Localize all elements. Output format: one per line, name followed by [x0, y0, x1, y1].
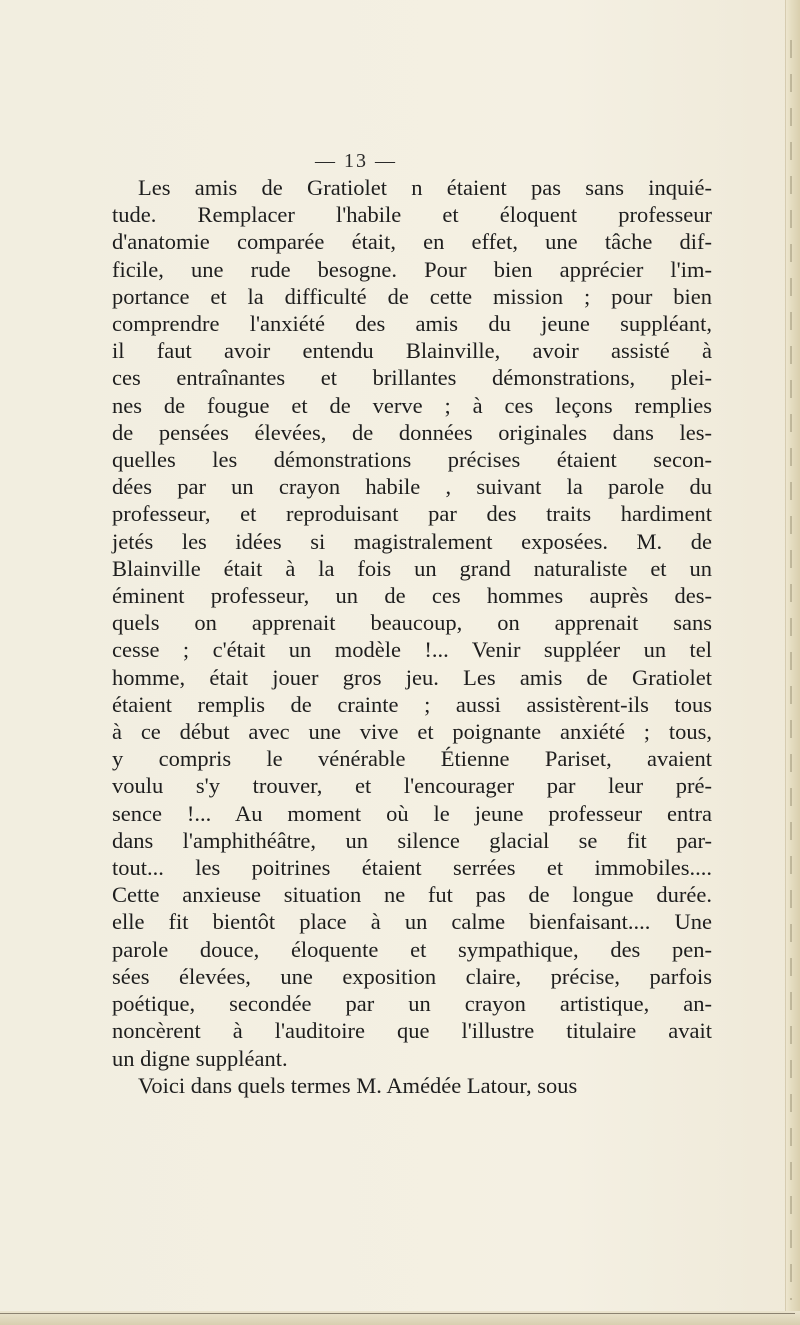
text-line: professeur, et reproduisant par des traits hardiment: [112, 501, 712, 527]
text-line: éminent professeur, un de ces hommes auprès des-: [112, 583, 712, 609]
text-line: tude. Remplacer l'habile et éloquent professeur: [112, 202, 712, 228]
text-line: quelles les démonstrations précises étaient secon-: [112, 447, 712, 473]
text-line: sence !... Au moment où le jeune professeur entra: [112, 800, 712, 826]
text-line: d'anatomie comparée était, en effet, une tâche dif-: [112, 229, 712, 255]
text-line: parole douce, éloquente et sympathique, des pen-: [112, 936, 712, 962]
text-line: cesse ; c'était un modèle !... Venir suppléer un tel: [112, 637, 712, 663]
page-number: — 13 —: [315, 150, 397, 172]
text-line: il faut avoir entendu Blainville, avoir assisté à: [112, 338, 712, 364]
text-line: y compris le vénérable Étienne Pariset, avaient: [112, 746, 712, 772]
text-line: poétique, secondée par un crayon artistique, an-: [112, 991, 712, 1017]
page-bottom-edge: [0, 1311, 800, 1325]
text-line: quels on apprenait beaucoup, on apprenait sans: [112, 610, 712, 636]
page-right-edge: [785, 0, 800, 1325]
text-line: Blainville était à la fois un grand naturaliste et un: [112, 555, 712, 581]
text-line: étaient remplis de crainte ; aussi assistèrent-ils tous: [112, 691, 712, 717]
text-line: elle fit bientôt place à un calme bienfaisant.... Une: [112, 909, 712, 935]
text-line: un digne suppléant.: [112, 1045, 288, 1071]
text-line: homme, était jouer gros jeu. Les amis de Gratiolet: [112, 664, 712, 690]
body-text: [112, 174, 712, 1099]
text-line: Cette anxieuse situation ne fut pas de longue durée.: [112, 882, 712, 908]
text-line: de pensées élevées, de données originales dans les-: [112, 419, 712, 445]
text-line: dées par un crayon habile , suivant la parole du: [112, 474, 712, 500]
text-line: jetés les idées si magistralement exposées. M. de: [112, 528, 712, 554]
text-line: sées élevées, une exposition claire, précise, parfois: [112, 963, 712, 989]
text-line: ficile, une rude besogne. Pour bien apprécier l'im-: [112, 256, 712, 282]
text-line: comprendre l'anxiété des amis du jeune suppléant,: [112, 311, 712, 337]
text-line: portance et la difficulté de cette mission ; pour bien: [112, 283, 712, 309]
text-line: nes de fougue et de verve ; à ces leçons remplies: [112, 392, 712, 418]
text-line: ces entraînantes et brillantes démonstrations, plei-: [112, 365, 712, 391]
text-line: dans l'amphithéâtre, un silence glacial se fit par-: [112, 827, 712, 853]
text-line: noncèrent à l'auditoire que l'illustre titulaire avait: [112, 1018, 712, 1044]
text-line: à ce début avec une vive et poignante anxiété ; tous,: [112, 719, 712, 745]
text-line: Les amis de Gratiolet n étaient pas sans inquié-: [138, 175, 712, 200]
text-line: Voici dans quels termes M. Amédée Latour, sous: [138, 1072, 578, 1098]
text-line: voulu s'y trouver, et l'encourager par leur pré-: [112, 773, 712, 799]
text-line: tout... les poitrines étaient serrées et immobiles....: [112, 855, 712, 881]
